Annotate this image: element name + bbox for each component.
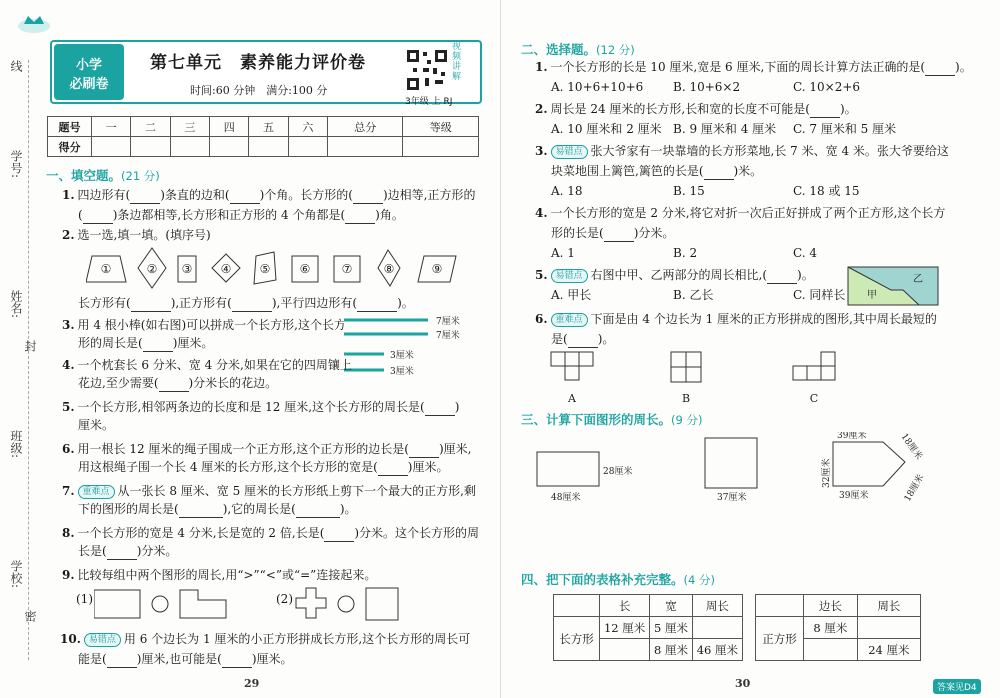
q10-text: )厘米。 bbox=[251, 652, 293, 666]
section-2-title bbox=[521, 40, 635, 58]
difficulty-tag: 易错点 bbox=[551, 145, 588, 159]
c6-shape-a bbox=[551, 352, 593, 380]
section-4-label: 四、把下面的表格补充完整。 bbox=[521, 572, 684, 587]
c4-text: 形的长是( bbox=[551, 226, 604, 240]
c1-option-a[interactable]: A. 10+6+10+6 bbox=[551, 80, 644, 94]
answer-blank[interactable] bbox=[425, 402, 455, 416]
q7-text: 下的图形的周长是( bbox=[78, 502, 179, 516]
section-2-score: (12 分) bbox=[596, 43, 635, 57]
compare-stair-shape bbox=[180, 590, 226, 618]
score-input-cell[interactable] bbox=[328, 137, 403, 157]
q9-text: 比较每组中两个图形的周长,用“>”“<”或“=”连接起来。 bbox=[77, 568, 377, 582]
q2-text: ),平行四边形有( bbox=[271, 296, 358, 310]
c3-text: )米。 bbox=[733, 164, 763, 178]
q9-number: 9. bbox=[62, 568, 75, 582]
c3-line2 bbox=[551, 162, 762, 180]
c4-line2 bbox=[551, 224, 674, 242]
s3-square bbox=[705, 438, 757, 488]
q1-text: )边相等,正方形的 bbox=[382, 188, 476, 202]
score-header-cell: 总分 bbox=[328, 117, 403, 137]
s3-label: 28厘米 bbox=[603, 467, 633, 477]
table-cell: 46 厘米 bbox=[692, 639, 742, 661]
answer-blank[interactable] bbox=[704, 166, 734, 180]
c6-line1 bbox=[535, 310, 937, 328]
table-cell: 5 厘米 bbox=[650, 617, 693, 639]
q1-number: 1. bbox=[62, 188, 75, 202]
difficulty-tag: 重难点 bbox=[78, 485, 115, 499]
answer-blank[interactable] bbox=[130, 190, 160, 204]
score-header-cell: 六 bbox=[288, 117, 327, 137]
c3-option-a[interactable]: A. 18 bbox=[551, 184, 583, 198]
score-header-cell: 一 bbox=[92, 117, 131, 137]
q4-line1 bbox=[62, 356, 352, 374]
shape-label: ⑨ bbox=[431, 262, 443, 276]
q2-text: 选一选,填一填。(填序号) bbox=[77, 228, 211, 242]
c2-number: 2. bbox=[535, 102, 548, 116]
shape-label: ③ bbox=[181, 262, 193, 276]
section-3-title bbox=[521, 410, 702, 428]
c5-option-c[interactable]: C. 同样长 bbox=[793, 288, 846, 302]
q7-number: 7. bbox=[62, 484, 75, 498]
answer-blank[interactable] bbox=[604, 228, 634, 242]
brand-line1: 小学 bbox=[75, 58, 102, 73]
table-row bbox=[554, 595, 743, 617]
section-1-title bbox=[46, 166, 160, 184]
score-input-cell[interactable] bbox=[170, 137, 209, 157]
table-header-cell: 周长 bbox=[857, 595, 920, 617]
q9-group1-label: (1) bbox=[76, 592, 93, 606]
c6-text: 是( bbox=[551, 332, 568, 346]
q1-text: )个角。长方形的( bbox=[259, 188, 353, 202]
score-header-cell: 二 bbox=[131, 117, 170, 137]
q5-number: 5. bbox=[62, 400, 75, 414]
q3-sticks-figure bbox=[344, 314, 468, 378]
stick-label: 7厘米 bbox=[436, 331, 460, 341]
stick-label: 3厘米 bbox=[390, 351, 414, 361]
q4-text: 一个枕套长 6 分米、宽 4 分米,如果在它的四周镶上 bbox=[77, 358, 352, 372]
answer-blank[interactable] bbox=[179, 504, 223, 518]
side-label-line: 线 bbox=[9, 60, 23, 72]
c1-line bbox=[535, 58, 972, 76]
compare-cross-shape bbox=[296, 588, 326, 618]
c3-option-c[interactable]: C. 18 或 15 bbox=[793, 184, 860, 198]
section-3-score: (9 分) bbox=[671, 413, 703, 427]
q10-text: )厘米,也可能是( bbox=[136, 652, 222, 666]
c6-shape-c bbox=[793, 352, 835, 380]
difficulty-tag: 易错点 bbox=[551, 269, 588, 283]
c5-text: 右图中甲、乙两部分的周长相比,( bbox=[590, 268, 768, 282]
side-label-class: 班级: bbox=[9, 430, 23, 459]
c5-line bbox=[535, 266, 814, 284]
answer-blank[interactable] bbox=[345, 210, 375, 224]
table-header-cell: 长 bbox=[600, 595, 650, 617]
page-title: 第七单元 素养能力评价卷 bbox=[150, 53, 366, 73]
answer-blank[interactable] bbox=[409, 444, 439, 458]
q8-text: 长是( bbox=[78, 544, 107, 558]
right-page bbox=[500, 0, 1000, 698]
score-input-cell[interactable] bbox=[249, 137, 288, 157]
q2-number: 2. bbox=[62, 228, 75, 242]
answer-blank[interactable] bbox=[378, 462, 408, 476]
table-cell bbox=[554, 595, 600, 617]
shape-label: ② bbox=[146, 262, 158, 276]
section-3-label: 三、计算下面图形的周长。 bbox=[521, 412, 672, 427]
table-row bbox=[554, 617, 743, 639]
section-2-label: 二、选择题。 bbox=[521, 42, 597, 57]
s3-label: 18厘米 bbox=[902, 472, 927, 504]
q2-text: ),正方形有( bbox=[170, 296, 232, 310]
c5-jia-label: 甲 bbox=[867, 290, 877, 301]
q7-text: )。 bbox=[339, 502, 357, 516]
score-input-cell[interactable] bbox=[288, 137, 327, 157]
section-1-score: (21 分) bbox=[121, 169, 160, 183]
q3-text: )厘米。 bbox=[172, 336, 214, 350]
q1-line2 bbox=[78, 206, 404, 224]
c6-shape-b bbox=[671, 352, 701, 382]
q7-line1 bbox=[62, 482, 476, 500]
c5-yi-label: 乙 bbox=[913, 274, 923, 285]
stick-label: 3厘米 bbox=[390, 367, 414, 377]
answer-blank[interactable] bbox=[222, 654, 252, 668]
q7-text: ),它的周长是( bbox=[222, 502, 296, 516]
compare-circle-slot bbox=[338, 596, 354, 612]
table-answer-cell[interactable] bbox=[600, 639, 650, 661]
c6-text: )。 bbox=[597, 332, 615, 346]
c2-option-c[interactable]: C. 7 厘米和 5 厘米 bbox=[793, 122, 897, 136]
s3-label: 48厘米 bbox=[551, 493, 581, 503]
q5-text: ) bbox=[454, 400, 460, 414]
c6-text: 下面是由 4 个边长为 1 厘米的正方形拼成的图形,其中周长最短的 bbox=[590, 312, 937, 326]
q10-line2 bbox=[78, 650, 293, 668]
q6-line2 bbox=[78, 458, 448, 476]
q6-text: )厘米, bbox=[438, 442, 472, 456]
score-row-label: 得分 bbox=[48, 137, 92, 157]
c4-text: )分米。 bbox=[633, 226, 675, 240]
q4-text: )分米长的花边。 bbox=[188, 376, 278, 390]
table-cell: 24 厘米 bbox=[857, 639, 920, 661]
q6-text: )厘米。 bbox=[407, 460, 449, 474]
square-fill-table bbox=[755, 594, 921, 661]
c4-option-b[interactable]: B. 2 bbox=[673, 246, 698, 260]
c1-text: 一个长方形的长是 10 厘米,宽是 6 厘米,下面的周长计算方法正确的是( bbox=[550, 60, 926, 74]
q10-text: 用 6 个边长为 1 厘米的小正方形拼成长方形,这个长方形的周长可 bbox=[123, 632, 471, 646]
score-header-cell: 五 bbox=[249, 117, 288, 137]
c3-option-b[interactable]: B. 15 bbox=[673, 184, 705, 198]
s3-pentagon bbox=[833, 442, 905, 486]
q2-line1 bbox=[62, 226, 211, 244]
c2-option-a[interactable]: A. 10 厘米和 2 厘米 bbox=[551, 122, 662, 136]
answer-blank[interactable] bbox=[357, 298, 397, 312]
score-input-cell[interactable] bbox=[403, 137, 479, 157]
page-number-left: 29 bbox=[244, 677, 260, 690]
c3-line1 bbox=[535, 142, 949, 160]
answer-blank[interactable] bbox=[353, 190, 383, 204]
shape-label: ⑧ bbox=[383, 262, 395, 276]
q2-answer-line bbox=[78, 294, 414, 312]
table-header-cell: 宽 bbox=[650, 595, 693, 617]
compare-rectangle bbox=[94, 590, 140, 618]
side-label-school: 学校: bbox=[9, 560, 23, 589]
c6-options-figure bbox=[547, 350, 847, 410]
q8-text: )分米。 bbox=[136, 544, 178, 558]
s3-label: 39厘米 bbox=[837, 432, 867, 441]
c3-text: 张大爷家有一块靠墙的长方形菜地,长 7 米、宽 4 米。张大爷要给这 bbox=[590, 144, 949, 158]
q1-text: )条边都相等,长方形和正方形的 4 个角都是( bbox=[112, 208, 346, 222]
table-header-cell: 周长 bbox=[692, 595, 742, 617]
s3-rectangle bbox=[537, 452, 599, 486]
score-input-cell[interactable] bbox=[210, 137, 249, 157]
q8-text: )分米。这个长方形的周 bbox=[354, 526, 480, 540]
c1-text: )。 bbox=[955, 60, 972, 74]
table-answer-cell[interactable] bbox=[804, 639, 858, 661]
q5-text: 一个长方形,相邻两条边的长度和是 12 厘米,这个长方形的周长是( bbox=[77, 400, 425, 414]
c4-number: 4. bbox=[535, 206, 548, 220]
c3-number: 3. bbox=[535, 144, 548, 158]
c4-text: 一个长方形的宽是 2 分米,将它对折一次后正好拼成了两个正方形,这个长方 bbox=[550, 206, 946, 220]
c1-option-b[interactable]: B. 10+6×2 bbox=[673, 80, 741, 94]
table-row bbox=[756, 595, 921, 617]
grade-label: 3年级 上 RJ bbox=[405, 97, 453, 107]
c2-option-b[interactable]: B. 9 厘米和 4 厘米 bbox=[673, 122, 777, 136]
answer-blank[interactable] bbox=[324, 528, 354, 542]
q6-text: 用一根长 12 厘米的绳子围成一个正方形,这个正方形的边长是( bbox=[77, 442, 409, 456]
table-cell bbox=[756, 595, 804, 617]
q2-text: 长方形有( bbox=[78, 296, 131, 310]
c6-label: A bbox=[568, 392, 576, 405]
answer-blank[interactable] bbox=[143, 338, 173, 352]
table-row-label: 正方形 bbox=[756, 617, 804, 661]
c5-option-a[interactable]: A. 甲长 bbox=[551, 288, 592, 302]
c6-label: B bbox=[681, 392, 691, 405]
side-label-secret: 密 bbox=[23, 610, 37, 622]
side-label-student-no: 学号: bbox=[9, 150, 23, 179]
q4-number: 4. bbox=[62, 358, 75, 372]
c2-text: )。 bbox=[839, 102, 857, 116]
q1-text: )条直的边和( bbox=[160, 188, 230, 202]
q10-line1 bbox=[60, 630, 470, 648]
side-label-seal: 封 bbox=[23, 340, 37, 352]
q6-number: 6. bbox=[62, 442, 75, 456]
q8-text: 一个长方形的宽是 4 分米,长是宽的 2 倍,长是( bbox=[77, 526, 325, 540]
table-cell: 8 厘米 bbox=[650, 639, 693, 661]
c1-number: 1. bbox=[535, 60, 548, 74]
compare-square bbox=[366, 588, 398, 620]
s3-label: 18厘米 bbox=[898, 432, 924, 462]
answer-blank[interactable] bbox=[925, 62, 955, 76]
c2-text: 周长是 24 厘米的长方形,长和宽的长度不可能是( bbox=[550, 102, 810, 116]
q8-line2 bbox=[78, 542, 177, 560]
table-cell: 8 厘米 bbox=[804, 617, 858, 639]
q8-number: 8. bbox=[62, 526, 75, 540]
q3-text: 用 4 根小棒(如右图)可以拼成一个长方形,这个长方 bbox=[77, 318, 346, 332]
answer-blank[interactable] bbox=[107, 546, 137, 560]
exam-meta: 时间:60 分钟 满分:100 分 bbox=[190, 84, 328, 97]
q9-compare-figures bbox=[94, 586, 474, 622]
page-number-right: 30 bbox=[735, 677, 751, 690]
score-header-cell: 三 bbox=[170, 117, 209, 137]
score-input-cell[interactable] bbox=[131, 137, 170, 157]
q7-text: 从一张长 8 厘米、宽 5 厘米的长方形纸上剪下一个最大的正方形,剩 bbox=[117, 484, 476, 498]
answer-blank[interactable] bbox=[232, 298, 272, 312]
c5-text: )。 bbox=[797, 268, 814, 282]
side-label-name: 姓名: bbox=[9, 290, 23, 319]
q8-line1 bbox=[62, 524, 479, 542]
table-cell: 12 厘米 bbox=[600, 617, 650, 639]
c4-option-c[interactable]: C. 4 bbox=[793, 246, 818, 260]
table-row-label: 长方形 bbox=[554, 617, 600, 661]
c6-number: 6. bbox=[535, 312, 548, 326]
q10-number: 10. bbox=[60, 632, 81, 646]
q3-line1 bbox=[62, 316, 346, 334]
q4-text: 花边,至少需要( bbox=[78, 376, 159, 390]
binding-line bbox=[28, 60, 29, 660]
score-table bbox=[47, 116, 479, 157]
answer-blank[interactable] bbox=[296, 504, 340, 518]
c4-line1 bbox=[535, 204, 945, 222]
s3-label: 32厘米 bbox=[822, 458, 832, 488]
table-answer-cell[interactable] bbox=[857, 617, 920, 639]
rectangle-fill-table bbox=[553, 594, 743, 661]
compare-circle-slot bbox=[152, 596, 168, 612]
brand-line2: 必刷卷 bbox=[69, 77, 109, 92]
answer-reference-badge: 答案见D4 bbox=[933, 679, 981, 694]
score-table-header-row bbox=[48, 117, 479, 137]
shape-label: ⑦ bbox=[341, 262, 353, 276]
score-input-cell[interactable] bbox=[92, 137, 131, 157]
q3-line2 bbox=[78, 334, 213, 352]
answer-blank[interactable] bbox=[107, 654, 137, 668]
q1-text: )角。 bbox=[375, 208, 404, 222]
shape-label: ⑤ bbox=[259, 262, 271, 276]
q1-line1 bbox=[62, 186, 475, 204]
c5-number: 5. bbox=[535, 268, 548, 282]
q10-text: 能是( bbox=[78, 652, 107, 666]
q9-group2-label: (2) bbox=[276, 592, 293, 606]
c1-option-c[interactable]: C. 10×2+6 bbox=[793, 80, 861, 94]
q1-text: 四边形有( bbox=[77, 188, 131, 202]
crown-logo-icon bbox=[16, 12, 52, 34]
q5-line1 bbox=[62, 398, 459, 416]
s3-label: 37厘米 bbox=[717, 493, 747, 503]
q1-text: ( bbox=[78, 208, 83, 222]
qr-code-icon[interactable] bbox=[405, 48, 449, 92]
q2-shapes-figure bbox=[86, 246, 466, 290]
c5-option-b[interactable]: B. 乙长 bbox=[673, 288, 714, 302]
section-4-score: (4 分) bbox=[683, 573, 715, 587]
brand-badge bbox=[54, 44, 124, 100]
c2-line bbox=[535, 100, 857, 118]
c5-split-rectangle-figure bbox=[847, 266, 939, 306]
shape-label: ⑥ bbox=[299, 262, 311, 276]
c4-option-a[interactable]: A. 1 bbox=[551, 246, 575, 260]
q6-line1 bbox=[62, 440, 471, 458]
q4-line2 bbox=[78, 374, 277, 392]
s3-figures bbox=[531, 432, 941, 506]
answer-blank[interactable] bbox=[568, 334, 598, 348]
q2-text: )。 bbox=[397, 296, 414, 310]
answer-blank[interactable] bbox=[131, 298, 171, 312]
video-explain-label: 视频讲解 bbox=[452, 42, 462, 82]
shape-label: ④ bbox=[220, 262, 232, 276]
score-header-cell: 等级 bbox=[403, 117, 479, 137]
answer-blank[interactable] bbox=[159, 378, 189, 392]
table-answer-cell[interactable] bbox=[692, 617, 742, 639]
q6-text: 用这根绳子围一个长 4 厘米的长方形,这个长方形的宽是( bbox=[78, 460, 378, 474]
score-header-cell: 题号 bbox=[48, 117, 92, 137]
c6-label: C bbox=[809, 392, 819, 405]
shape-label: ① bbox=[100, 262, 112, 276]
answer-blank[interactable] bbox=[810, 104, 840, 118]
stick-label: 7厘米 bbox=[436, 317, 460, 327]
section-1-label: 一、填空题。 bbox=[46, 168, 122, 183]
score-table-score-row bbox=[48, 137, 479, 157]
answer-blank[interactable] bbox=[83, 210, 113, 224]
answer-blank[interactable] bbox=[230, 190, 260, 204]
q5-line2 bbox=[78, 416, 114, 434]
difficulty-tag: 易错点 bbox=[84, 633, 121, 647]
q3-number: 3. bbox=[62, 318, 75, 332]
q3-text: 形的周长是( bbox=[78, 336, 143, 350]
difficulty-tag: 重难点 bbox=[551, 313, 588, 327]
answer-blank[interactable] bbox=[767, 270, 797, 284]
table-header-cell: 边长 bbox=[804, 595, 858, 617]
section-4-title bbox=[521, 570, 715, 588]
score-header-cell: 四 bbox=[210, 117, 249, 137]
s3-label: 39厘米 bbox=[839, 491, 869, 501]
c3-text: 块菜地围上篱笆,篱笆的长是( bbox=[551, 164, 704, 178]
c6-line2 bbox=[551, 330, 614, 348]
q7-line2 bbox=[78, 500, 357, 518]
table-row bbox=[756, 617, 921, 639]
q5-text: 厘米。 bbox=[78, 418, 115, 432]
q9-line1 bbox=[62, 566, 376, 584]
